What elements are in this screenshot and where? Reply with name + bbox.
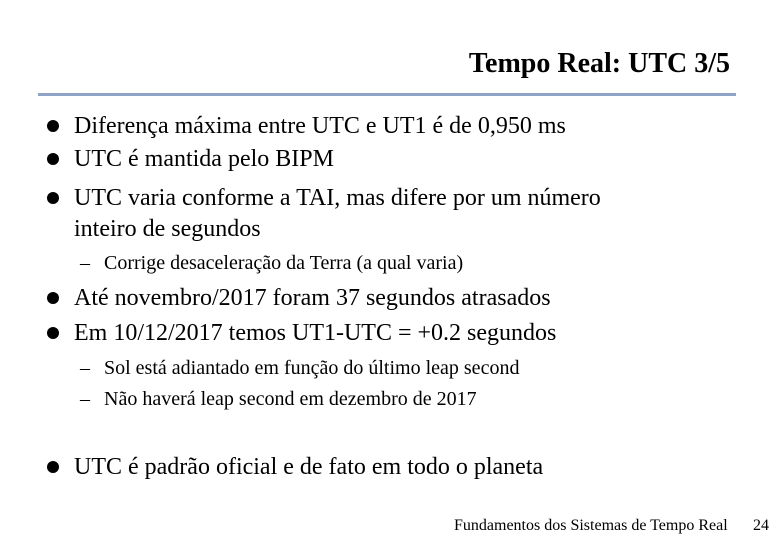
bullet-text: inteiro de segundos — [74, 216, 261, 242]
bullet-text: Diferença máxima entre UTC e UT1 é de 0,950 ms — [74, 113, 566, 139]
title-divider — [38, 93, 736, 96]
subbullet-text: Não haverá leap second em dezembro de 2017 — [104, 388, 477, 410]
dash-icon: – — [80, 252, 90, 274]
dash-icon: – — [80, 388, 90, 410]
page-number: 24 — [753, 517, 769, 534]
subbullet-text: Corrige desaceleração da Terra (a qual varia) — [104, 252, 464, 274]
bullet-dot-icon — [47, 292, 59, 304]
footer-text: Fundamentos dos Sistemas de Tempo Real — [454, 517, 728, 534]
slide-title: Tempo Real: UTC 3/5 — [468, 48, 730, 79]
bullet-text: UTC é mantida pelo BIPM — [74, 146, 334, 172]
bullet-dot-icon — [47, 327, 59, 339]
bullet-text: UTC varia conforme a TAI, mas difere por um número — [74, 185, 601, 211]
bullet-dot-icon — [47, 120, 59, 132]
bullet-text: Até novembro/2017 foram 37 segundos atrasados — [74, 285, 551, 311]
bullet-dot-icon — [47, 153, 59, 165]
bullet-text: UTC é padrão oficial e de fato em todo o planeta — [74, 454, 544, 480]
bullet-dot-icon — [47, 461, 59, 473]
bullet-text: Em 10/12/2017 temos UT1-UTC = +0.2 segundos — [74, 320, 557, 346]
bullet-dot-icon — [47, 192, 59, 204]
dash-icon: – — [80, 357, 90, 379]
subbullet-text: Sol está adiantado em função do último leap second — [104, 357, 520, 379]
